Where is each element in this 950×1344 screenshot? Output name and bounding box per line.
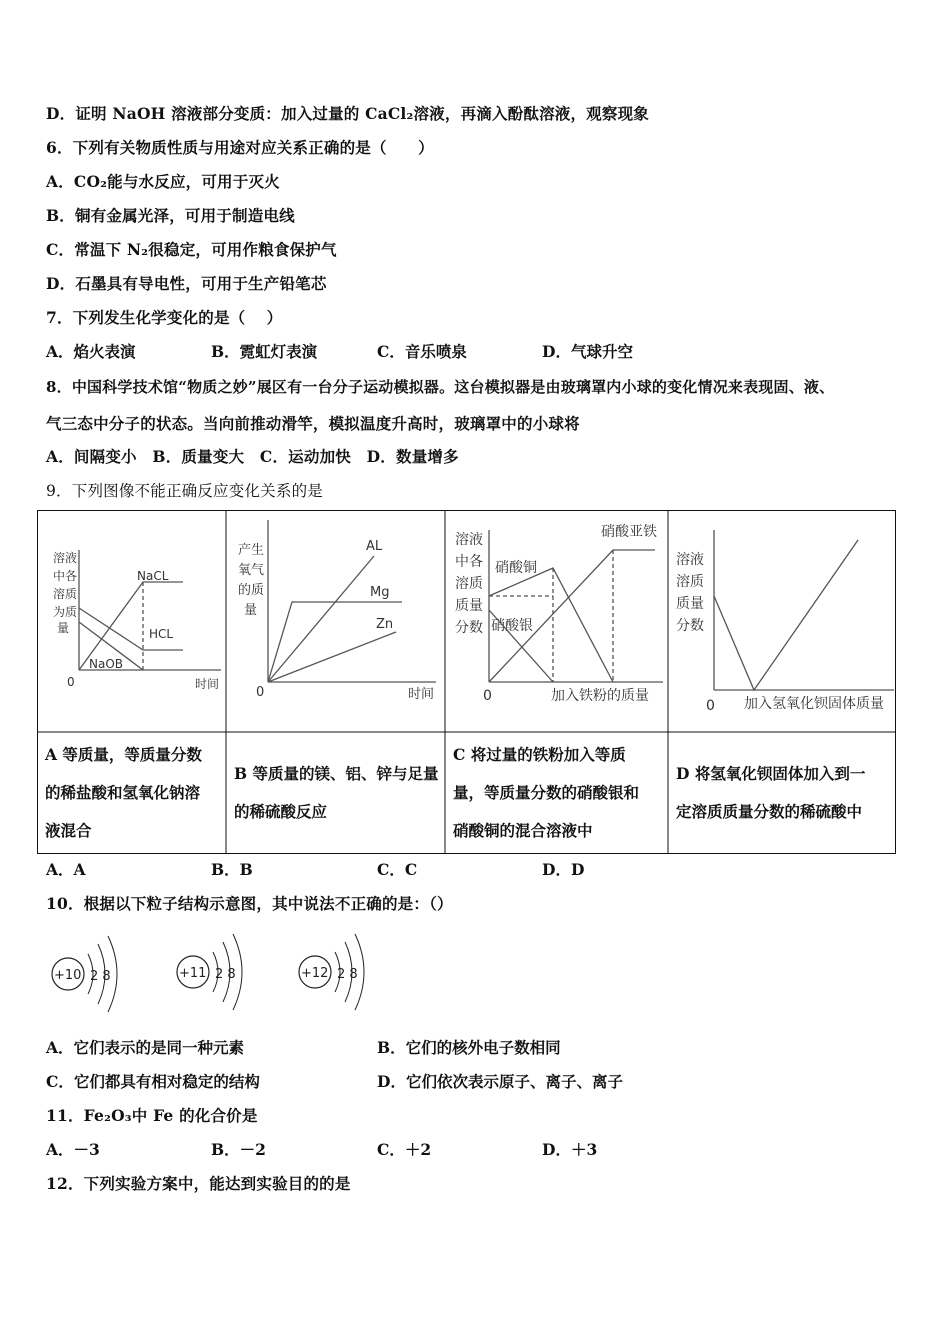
graph-b-line-al (268, 556, 374, 682)
q8-stem-line2: 气三态中分子的状态。当向前推动滑竿，模拟温度升高时，玻璃罩中的小球将 (46, 414, 580, 433)
graph-a (37, 510, 226, 732)
graph-b-xlabel: 时间 (408, 687, 435, 702)
graph-a-ylabel-4: 为质 (53, 605, 78, 619)
q11-option-d: D．＋3 (542, 1140, 598, 1159)
graph-c-caption: C 将过量的铁粉加入等质 量，等质量分数的硝酸银和 硝酸铜的混合溶液中 (453, 745, 640, 840)
graph-c-ylabel-1: 溶液 (455, 532, 483, 548)
graph-b-label-mg: Mg (370, 585, 390, 600)
graph-a-label-nacl: NaCL (137, 569, 169, 583)
graph-b-label-zn: Zn (376, 617, 394, 632)
atom-diagram-3 (299, 934, 364, 1010)
q7-option-c: C．音乐喷泉 (377, 342, 467, 361)
graph-b-ylabel-4: 量 (244, 603, 258, 618)
graph-d-origin: 0 (706, 698, 715, 714)
q11-option-a: A．－3 (46, 1140, 100, 1159)
graph-a-ylabel-2: 中各 (53, 569, 78, 583)
q6-option-a: A．CO₂能与水反应，可用于灭火 (46, 172, 280, 191)
graph-d-xlabel: 加入氢氧化钡固体质量 (744, 696, 884, 712)
graph-b-origin: 0 (256, 685, 265, 700)
q5-option-d: D．证明 NaOH 溶液部分变质：加入过量的 CaCl₂溶液，再滴入酚酞溶液，观察现象 (46, 104, 649, 123)
graph-b-ylabel-1: 产生 (238, 543, 265, 558)
q8-options: A．间隔变小 B．质量变大 C．运动加快 D．数量增多 (46, 447, 459, 466)
q10-atom-diagrams (40, 930, 460, 1020)
q8-stem-line1: 8．中国科学技术馆“物质之妙”展区有一台分子运动模拟器。这台模拟器是由玻璃罩内小球的变化情况来表现固、液、 (46, 378, 835, 396)
q6-option-b: B．铜有金属光泽，可用于制造电线 (46, 206, 295, 225)
graph-c-label-cu-nitrate: 硝酸铜 (495, 560, 537, 576)
q7-option-a: A．焰火表演 (46, 342, 136, 361)
q12-stem: 12．下列实验方案中，能达到实验目的的是 (46, 1174, 351, 1193)
graph-c-ylabel-2: 中各 (455, 554, 483, 570)
graph-d-line (714, 540, 858, 690)
q7-option-b: B．霓虹灯表演 (211, 342, 318, 361)
graph-b-ylabel-2: 氧气 (238, 563, 265, 578)
graph-a-ylabel-3: 溶质 (53, 587, 78, 601)
graph-c-ylabel-3: 溶质 (455, 576, 483, 592)
graph-c-label-ag-nitrate: 硝酸银 (491, 618, 533, 634)
q9-option-d: D．D (542, 860, 585, 879)
atom-2-nucleus: +11 (179, 966, 207, 981)
q10-option-b: B．它们的核外电子数相同 (377, 1038, 561, 1057)
q11-stem: 11．Fe₂O₃中 Fe 的化合价是 (46, 1106, 258, 1125)
graph-c-label-fe-nitrate: 硝酸亚铁 (601, 524, 657, 540)
q10-stem: 10．根据以下粒子结构示意图，其中说法不正确的是：（） (46, 894, 453, 913)
atom-3-nucleus: +12 (301, 966, 329, 981)
graph-d-ylabel-3: 质量 (676, 596, 704, 612)
q10-option-a: A．它们表示的是同一种元素 (46, 1038, 245, 1057)
q10-option-c: C．它们都具有相对稳定的结构 (46, 1072, 260, 1091)
graph-a-xlabel: 时间 (195, 677, 220, 691)
graph-c-xlabel: 加入铁粉的质量 (551, 688, 649, 704)
q7-stem: 7．下列发生化学变化的是（ ） (46, 308, 283, 327)
graph-a-ylabel-5: 量 (57, 621, 70, 635)
graph-b-line-mg (268, 602, 402, 682)
graph-c-origin: 0 (483, 688, 492, 704)
atom-diagram-2 (177, 934, 242, 1010)
graph-a-ylabel-1: 溶液 (53, 551, 78, 565)
q9-graph-table (37, 510, 896, 854)
atom-2-shells: 2 8 (215, 967, 236, 982)
q11-option-b: B．－2 (211, 1140, 266, 1159)
atom-3-shells: 2 8 (337, 967, 358, 982)
q9-stem: 9．下列图像不能正确反应变化关系的是 (46, 482, 323, 500)
graph-d-ylabel-2: 溶质 (676, 574, 704, 590)
q6-stem: 6．下列有关物质性质与用途对应关系正确的是（ ） (46, 138, 434, 157)
graph-d (668, 510, 896, 732)
graph-c-ylabel-5: 分数 (455, 620, 483, 636)
q9-option-a: A．A (46, 860, 86, 879)
graph-a-label-naoh: NaOB (89, 657, 124, 671)
graph-b (226, 510, 445, 732)
q9-option-b: B．B (211, 860, 253, 879)
graph-d-caption: D 将氢氧化钡固体加入到一 定溶质质量分数的稀硫酸中 (676, 764, 866, 821)
graph-b-line-zn (268, 632, 396, 682)
q10-option-d: D．它们依次表示原子、离子、离子 (377, 1072, 623, 1091)
graph-a-label-hcl: HCL (149, 627, 174, 641)
graph-b-label-al: AL (366, 539, 383, 554)
q7-option-d: D．气球升空 (542, 342, 633, 361)
graph-d-ylabel-4: 分数 (676, 618, 704, 634)
q6-option-c: C．常温下 N₂很稳定，可用作粮食保护气 (46, 240, 337, 259)
q6-option-d: D．石墨具有导电性，可用于生产铅笔芯 (46, 274, 327, 293)
graph-c-ylabel-4: 质量 (455, 598, 483, 614)
q11-option-c: C．＋2 (377, 1140, 432, 1159)
atom-diagram-1 (52, 936, 117, 1012)
atom-1-shells: 2 8 (90, 969, 111, 984)
graph-a-caption: A 等质量，等质量分数 的稀盐酸和氢氧化钠溶 液混合 (45, 745, 202, 840)
graph-a-origin: 0 (67, 675, 75, 689)
graph-c (445, 510, 668, 732)
graph-b-caption: B 等质量的镁、铝、锌与足量 的稀硫酸反应 (234, 764, 439, 821)
graph-d-ylabel-1: 溶液 (676, 552, 704, 568)
q9-option-c: C．C (377, 860, 418, 879)
atom-1-nucleus: +10 (54, 968, 82, 983)
graph-b-ylabel-3: 的质 (238, 583, 265, 598)
